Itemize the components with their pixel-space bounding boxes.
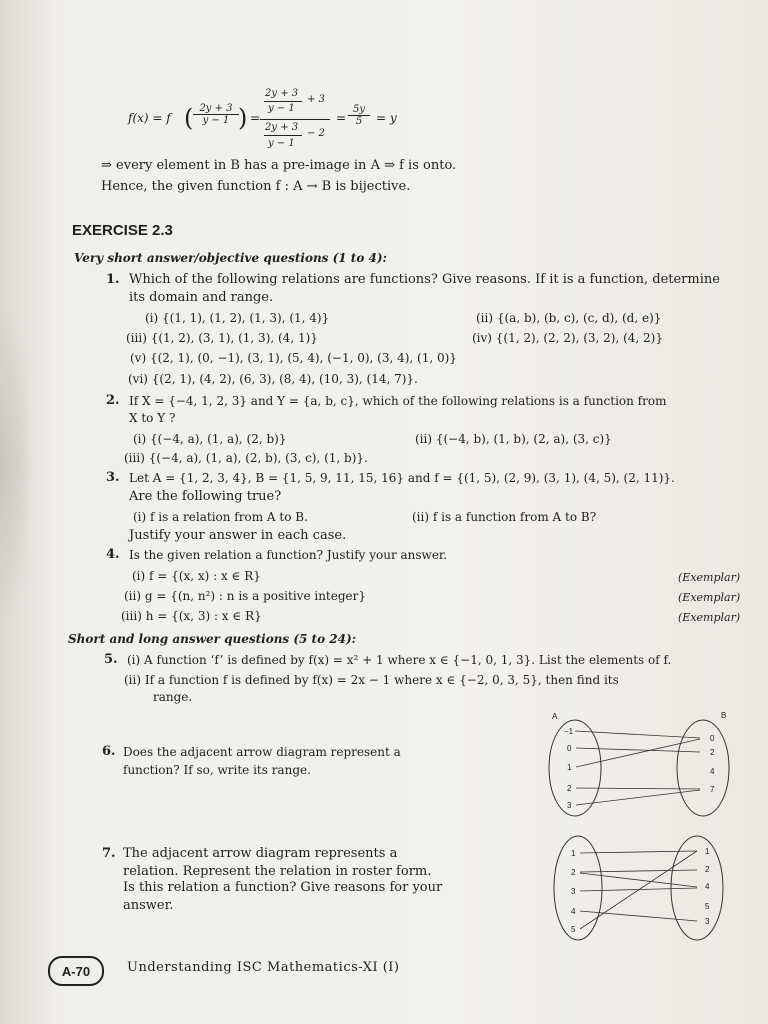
q6-a-value-2: 0 [567, 744, 572, 753]
q7-text-2: relation. Represent the relation in roster form. [123, 864, 432, 879]
page-shadow [0, 300, 36, 630]
q6-b-value-3: 4 [710, 767, 715, 776]
section-heading-very-short: Very short answer/objective questions (1 to 4): [74, 251, 387, 265]
q4-part-iii: (iii) h = {(x, 3) : x ∈ R} [121, 609, 262, 623]
formula-result: = y [376, 111, 397, 125]
onto-line: ⇒ every element in B has a pre-image in A ⇒ f is onto. [101, 158, 457, 173]
q6-a-value-4: 2 [567, 784, 572, 793]
page-number-badge: A-70 [48, 956, 104, 986]
q6-a-value-3: 1 [567, 763, 572, 772]
q6-text: Does the adjacent arrow diagram represent a [123, 745, 401, 759]
q6-b-value-4: 7 [710, 785, 715, 794]
q7-b-value-4: 5 [705, 902, 710, 911]
big-den-minus: − 2 [307, 128, 325, 139]
book-title-footer: Understanding ISC Mathematics-XI (I) [127, 960, 400, 975]
formula-paren-open: ( [184, 104, 194, 132]
q1-part-i: (i) {(1, 1), (1, 2), (1, 3), (1, 4)} [145, 311, 330, 325]
q7-set-a-oval [554, 836, 602, 940]
q4-part-ii: (ii) g = {(n, n²) : n is a positive integer} [124, 589, 367, 603]
big-num-top: 2y + 3 [265, 88, 299, 99]
q2-text-2: X to Y ? [129, 411, 176, 425]
big-fraction-bar [260, 119, 330, 120]
q7-text-4: answer. [123, 898, 174, 913]
exercise-title: EXERCISE 2.3 [72, 222, 173, 239]
simplified-denominator: 5 [355, 116, 363, 127]
formula-inner-fraction [193, 103, 239, 126]
q1-text: Which of the following relations are functions? Give reasons. If it is a function, determine [129, 272, 720, 287]
q6-number: 6. [102, 744, 116, 759]
big-num-plus: + 3 [307, 94, 325, 105]
set-b-oval [677, 720, 729, 816]
simplified-numerator: 5y [348, 104, 370, 116]
big-den-bar [264, 135, 302, 136]
big-num-bar [264, 101, 302, 102]
section-heading-short-long: Short and long answer questions (5 to 24): [68, 632, 357, 646]
formula-simplified [348, 104, 370, 127]
big-den-bottom: y − 1 [268, 138, 295, 149]
formula-lhs: f(x) = f [128, 111, 171, 125]
q7-b-value-1: 1 [705, 847, 710, 856]
q7-text: The adjacent arrow diagram represents a [123, 846, 398, 861]
formula-paren-close: ) [238, 104, 248, 132]
q2-number: 2. [106, 393, 120, 408]
q6-text-2: function? If so, write its range. [123, 763, 311, 777]
q7-a-value-4: 4 [571, 907, 576, 916]
q1-part-iv: (iv) {(1, 2), (2, 2), (3, 2), (4, 2)} [472, 331, 663, 345]
q1-text-2: its domain and range. [129, 290, 274, 305]
q5-number: 5. [104, 652, 118, 667]
q6-a-value-5: 3 [567, 801, 572, 810]
set-a-oval [549, 720, 601, 816]
q7-arrow-diagram [545, 830, 745, 942]
q5-part-ii-2: range. [153, 690, 193, 704]
q4-text: Is the given relation a function? Justify your answer. [129, 548, 448, 562]
q1-number: 1. [106, 272, 120, 287]
q6-b-value-1: 0 [710, 734, 715, 743]
big-num-bottom: y − 1 [268, 103, 295, 114]
q7-mapping-arrows [580, 851, 697, 929]
q6-a-value-1: −1 [564, 727, 574, 736]
q1-part-ii: (ii) {(a, b), (b, c), (c, d), (d, e)} [476, 311, 662, 325]
q3-number: 3. [106, 470, 120, 485]
q6-arrow-diagram [535, 708, 745, 818]
hence-line: Hence, the given function f : A → B is bijective. [101, 179, 411, 194]
set-b-label: B [721, 711, 727, 720]
q3-text: Let A = {1, 2, 3, 4}, B = {1, 5, 9, 11, 15, 16} and f = {(1, 5), (2, 9), (3, 1), (4, 5), (2, 11)}. [129, 471, 675, 485]
q5-part-ii: (ii) If a function f is defined by f(x) = 2x − 1 where x ∈ {−2, 0, 3, 5}, then find its [124, 673, 619, 687]
inner-denominator: y − 1 [202, 115, 230, 126]
q4-tag-exemplar-3: (Exemplar) [678, 611, 741, 624]
q6-b-value-2: 2 [710, 748, 715, 757]
q7-b-value-3: 4 [705, 882, 710, 891]
set-a-label: A [552, 712, 558, 721]
q7-a-value-3: 3 [571, 887, 576, 896]
q7-a-value-2: 2 [571, 868, 576, 877]
q3-part-ii: (ii) f is a function from A to B? [412, 510, 597, 524]
q3-part-i: (i) f is a relation from A to B. [133, 510, 308, 524]
q3-text-3: Justify your answer in each case. [129, 528, 347, 543]
q7-a-value-5: 5 [571, 925, 576, 934]
q3-text-2: Are the following true? [129, 489, 282, 504]
q4-tag-exemplar-2: (Exemplar) [678, 591, 741, 604]
q1-part-iii: (iii) {(1, 2), (3, 1), (1, 3), (4, 1)} [126, 331, 318, 345]
q1-part-vi: (vi) {(2, 1), (4, 2), (6, 3), (8, 4), (10, 3), (14, 7)}. [128, 372, 418, 386]
q1-part-v: (v) {(2, 1), (0, −1), (3, 1), (5, 4), (−1, 0), (3, 4), (1, 0)} [130, 351, 457, 365]
q4-part-i: (i) f = {(x, x) : x ∈ R} [132, 569, 261, 583]
q5-part-i: (i) A function ‘f’ is defined by f(x) = x² + 1 where x ∈ {−1, 0, 1, 3}. List the elements of f. [127, 653, 672, 667]
q7-number: 7. [102, 846, 116, 861]
q7-a-value-1: 1 [571, 849, 576, 858]
formula-eq2: = [336, 111, 347, 125]
q2-text: If X = {−4, 1, 2, 3} and Y = {a, b, c}, which of the following relations is a function from [129, 394, 667, 408]
q7-b-value-5: 3 [705, 917, 710, 926]
q4-number: 4. [106, 547, 120, 562]
q4-tag-exemplar-1: (Exemplar) [678, 571, 741, 584]
big-den-top: 2y + 3 [265, 122, 299, 133]
q2-part-ii: (ii) {(−4, b), (1, b), (2, a), (3, c)} [415, 432, 612, 446]
q7-text-3: Is this relation a function? Give reasons for your [123, 880, 443, 895]
q2-part-i: (i) {(−4, a), (1, a), (2, b)} [133, 432, 287, 446]
q2-part-iii: (iii) {(−4, a), (1, a), (2, b), (3, c), (1, b)}. [124, 451, 368, 465]
inner-numerator: 2y + 3 [193, 103, 239, 115]
q7-b-value-2: 2 [705, 865, 710, 874]
formula-eq1: = [250, 111, 261, 125]
